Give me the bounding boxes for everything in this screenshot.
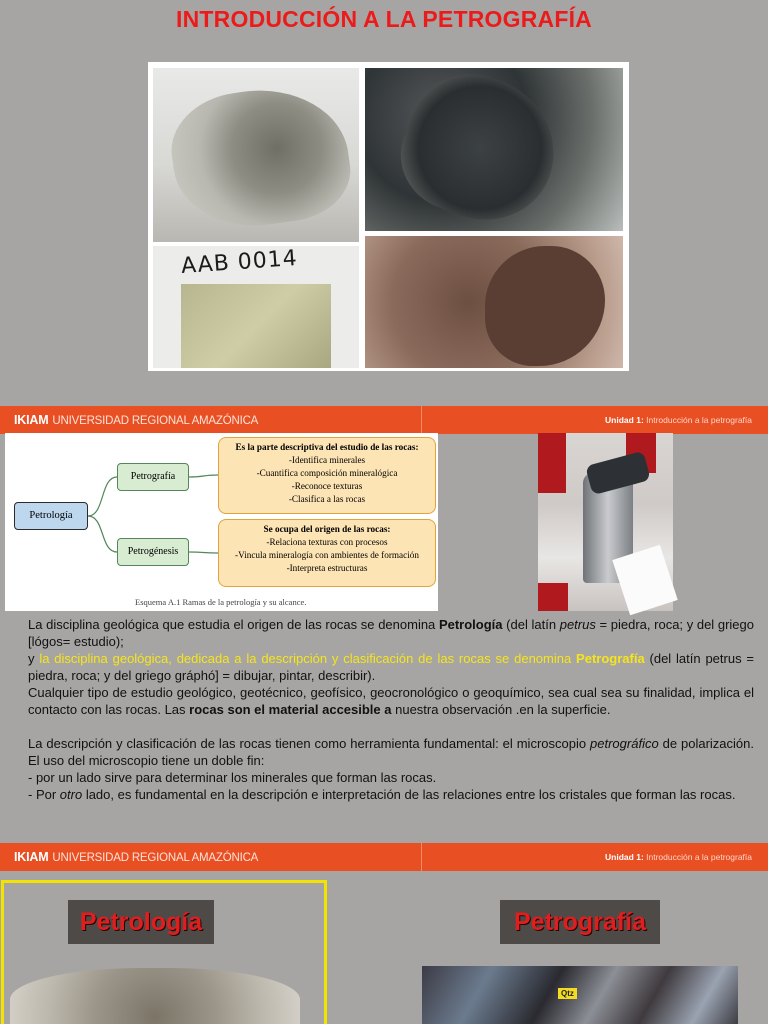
diagram-node-petrogenesis: Petrogénesis — [117, 538, 189, 566]
desc-item: -Identifica minerales — [288, 455, 366, 465]
mineral-label: Qtz — [558, 988, 577, 999]
photo-collage — [148, 62, 629, 371]
unit-label — [605, 415, 752, 425]
slide-label: AAB 0014 — [180, 246, 299, 280]
paragraph-petrografia: y la disciplina geológica, dedicada a la descripción y clasificación de las rocas se denomina Petrografía (del latín petrus = piedra, roca; y del griego gráphó] = dibujar, pintar, describir). — [28, 651, 754, 683]
desc-item: -Interpreta estructuras — [286, 563, 368, 573]
ikiam-logo — [14, 850, 258, 864]
hand-sample-photo — [10, 968, 300, 1024]
paragraph-microscopio: La descripción y clasificación de las rocas tienen como herramienta fundamental: el microscopio petrográfico de polarización. El uso del microscopio tiene un doble fin: — [28, 736, 755, 768]
unit-label — [605, 852, 752, 862]
thin-section-crossed-polars-photo — [365, 68, 623, 231]
unit-title: Introducción a la petrografía — [646, 415, 752, 425]
desc-item: -Vincula mineralogía con ambientes de formación — [235, 550, 419, 560]
petrografia-tag: Petrografía — [500, 900, 660, 944]
rock-sample-photo — [153, 68, 359, 242]
unit-prefix: Unidad 1: — [605, 415, 644, 425]
paragraph-fin-2: - Por otro lado, es fundamental en la descripción e interpretación de las relaciones entre los cristales que forman las rocas. — [28, 787, 736, 802]
petrologia-tag: Petrología — [68, 900, 214, 944]
microscope-photo — [538, 433, 673, 611]
university-name: UNIVERSIDAD REGIONAL AMAZÓNICA — [52, 852, 259, 864]
university-name: UNIVERSIDAD REGIONAL AMAZÓNICA — [52, 415, 259, 427]
logo-text: IKIAM — [14, 413, 49, 427]
diagram-node-petrografia: Petrografía — [117, 463, 189, 491]
body-text — [28, 616, 754, 803]
ikiam-logo — [14, 413, 258, 427]
desc-item: -Relaciona texturas con procesos — [266, 537, 388, 547]
unit-title: Introducción a la petrografía — [646, 852, 752, 862]
desc-heading: Es la parte descriptiva del estudio de las rocas: — [235, 442, 419, 452]
logo-text: IKIAM — [14, 850, 49, 864]
paragraph-contacto-rocas: Cualquier tipo de estudio geológico, geotécnico, geofísico, geocronológico o geoquímico, sea cual sea su finalidad, implica el contacto con las rocas. Las rocas son el material accesible a nuestra observación .en la superficie. — [28, 685, 754, 717]
desc-heading: Se ocupa del origen de las rocas: — [263, 524, 391, 534]
diagram-description-petrografia — [218, 437, 436, 514]
desc-item: -Reconoce texturas — [291, 481, 363, 491]
thin-section-plane-light-photo — [365, 236, 623, 368]
thin-section-photo — [422, 966, 738, 1024]
diagram-node-petrologia: Petrología — [14, 502, 88, 530]
desc-item: -Clasifica a las rocas — [288, 494, 366, 504]
paragraph-fin-1: - por un lado sirve para determinar los minerales que forman las rocas. — [28, 770, 437, 785]
unit-prefix: Unidad 1: — [605, 852, 644, 862]
paragraph-petrologia: La disciplina geológica que estudia el origen de las rocas se denomina Petrología (del latín petrus = piedra, roca; y del griego [lógos= estudio); — [28, 617, 754, 649]
header-bar — [0, 406, 768, 434]
thin-section-slide-photo — [153, 246, 359, 368]
diagram-caption: Esquema A.1 Ramas de la petrología y su alcance. — [135, 597, 307, 607]
petrology-branches-diagram — [5, 433, 438, 611]
header-bar — [0, 843, 768, 871]
page-title: INTRODUCCIÓN A LA PETROGRAFÍA — [176, 6, 592, 32]
diagram-description-petrogenesis — [218, 519, 436, 587]
desc-item: -Cuantifica composición mineralógica — [256, 468, 398, 478]
